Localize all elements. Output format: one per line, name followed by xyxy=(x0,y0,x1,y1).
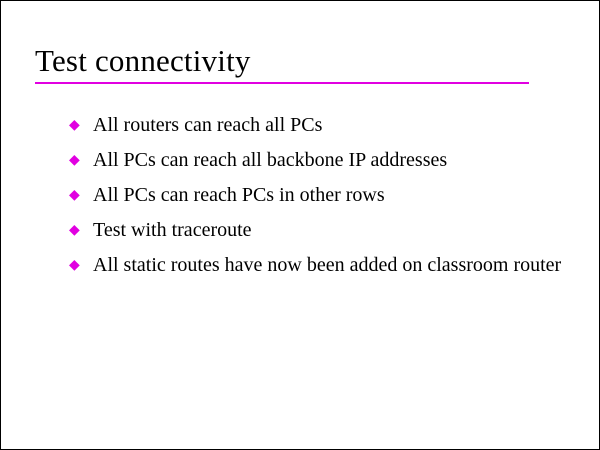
list-item xyxy=(69,146,569,174)
list-item-label: All PCs can reach PCs in other rows xyxy=(93,184,385,206)
list-item xyxy=(69,251,569,279)
title-block xyxy=(35,43,529,84)
diamond-bullet-icon: ◆ xyxy=(69,117,80,133)
list-item-label: All routers can reach all PCs xyxy=(93,114,323,136)
diamond-bullet-icon: ◆ xyxy=(69,187,80,203)
list-item xyxy=(69,181,569,209)
diamond-bullet-icon: ◆ xyxy=(69,222,80,238)
list-item-label: Test with traceroute xyxy=(93,219,252,241)
diamond-bullet-icon: ◆ xyxy=(69,257,80,273)
list-item-label: All static routes have now been added on classroom router xyxy=(93,254,562,276)
diamond-bullet-icon: ◆ xyxy=(69,152,80,168)
title-underline-divider xyxy=(35,82,529,84)
list-item xyxy=(69,111,569,139)
bullet-list xyxy=(69,111,569,286)
page-title: Test connectivity xyxy=(35,43,251,78)
list-item-label: All PCs can reach all backbone IP addresses xyxy=(93,149,448,171)
list-item xyxy=(69,216,569,244)
